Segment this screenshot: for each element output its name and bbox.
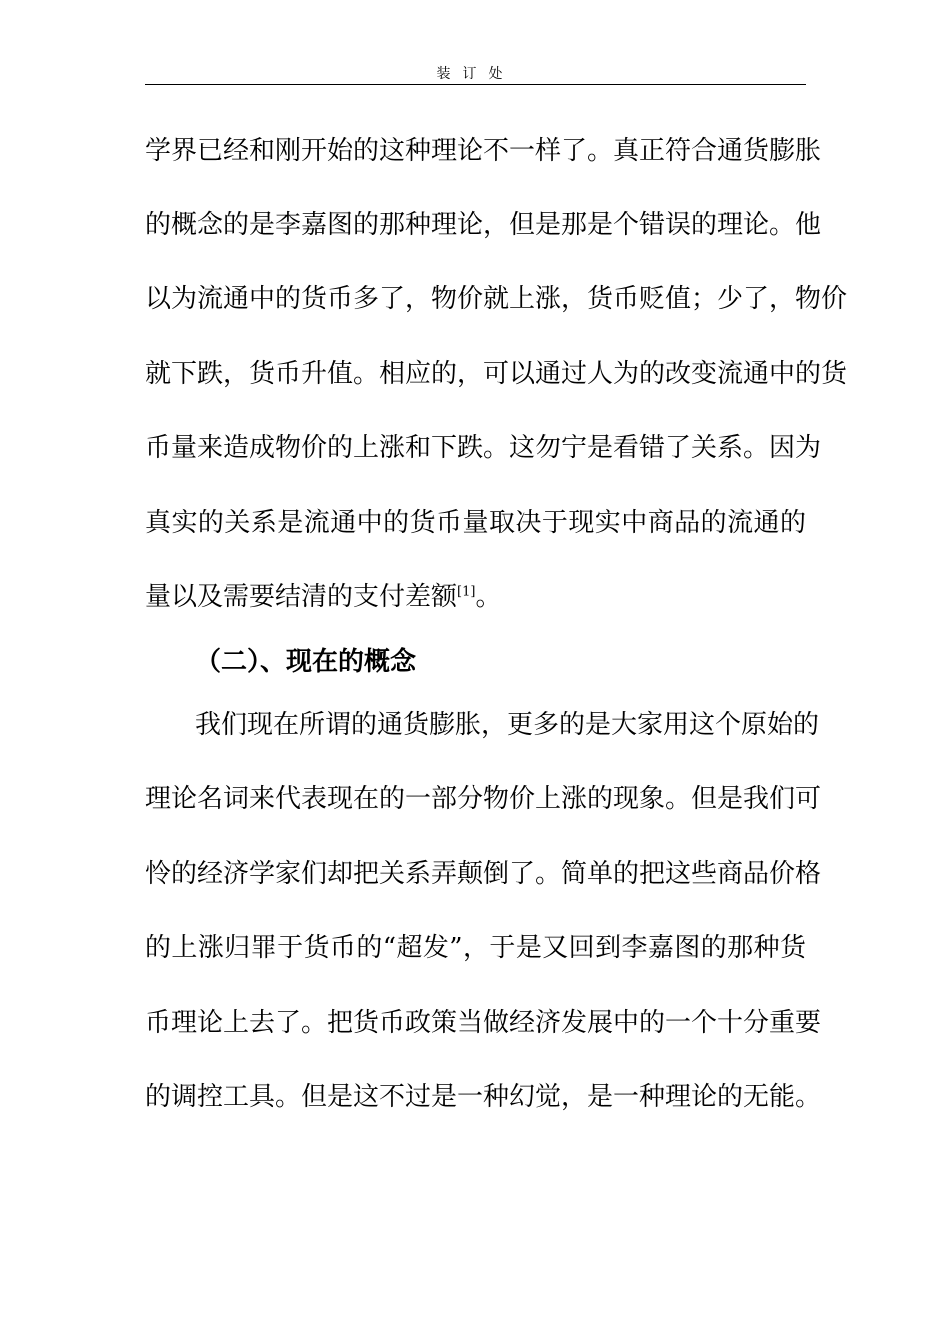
citation-reference: [1] bbox=[457, 584, 476, 600]
paragraph-1-line-2: 的概念的是李嘉图的那种理论，但是那是个错误的理论。他 bbox=[145, 210, 822, 240]
paragraph-1-line-4: 就下跌，货币升值。相应的，可以通过人为的改变流通中的货 bbox=[145, 359, 848, 389]
paragraph-2-line-4: 的上涨归罪于货币的“超发”，于是又回到李嘉图的那种货 bbox=[145, 933, 806, 963]
page-header: 装订处 bbox=[436, 66, 515, 82]
paragraph-2-line-3: 怜的经济学家们却把关系弄颠倒了。简单的把这些商品价格 bbox=[145, 859, 822, 889]
paragraph-1-line-3: 以为流通中的货币多了，物价就上涨，货币贬值；少了，物价 bbox=[145, 284, 848, 314]
section-heading: （二）、现在的概念 bbox=[195, 647, 417, 677]
paragraph-1-last-punct: 。 bbox=[475, 582, 502, 612]
paragraph-1-line-1: 学界已经和刚开始的这种理论不一样了。真正符合通货膨胀 bbox=[145, 136, 822, 166]
header-rule bbox=[145, 84, 806, 85]
paragraph-2-line-6: 的调控工具。但是这不过是一种幻觉，是一种理论的无能。 bbox=[145, 1082, 822, 1112]
paragraph-2-line-2: 理论名词来代表现在的一部分物价上涨的现象。但是我们可 bbox=[145, 784, 822, 814]
paragraph-1-line-5: 币量来造成物价的上涨和下跌。这勿宁是看错了关系。因为 bbox=[145, 433, 822, 463]
paragraph-1-last-text: 量以及需要结清的支付差额 bbox=[145, 582, 458, 612]
paragraph-2-line-1: 我们现在所谓的通货膨胀，更多的是大家用这个原始的 bbox=[195, 710, 820, 740]
paragraph-2-line-5: 币理论上去了。把货币政策当做经济发展中的一个十分重要 bbox=[145, 1008, 822, 1038]
paragraph-1-line-7 bbox=[145, 577, 806, 617]
paragraph-1-line-6: 真实的关系是流通中的货币量取决于现实中商品的流通的 bbox=[145, 508, 806, 538]
